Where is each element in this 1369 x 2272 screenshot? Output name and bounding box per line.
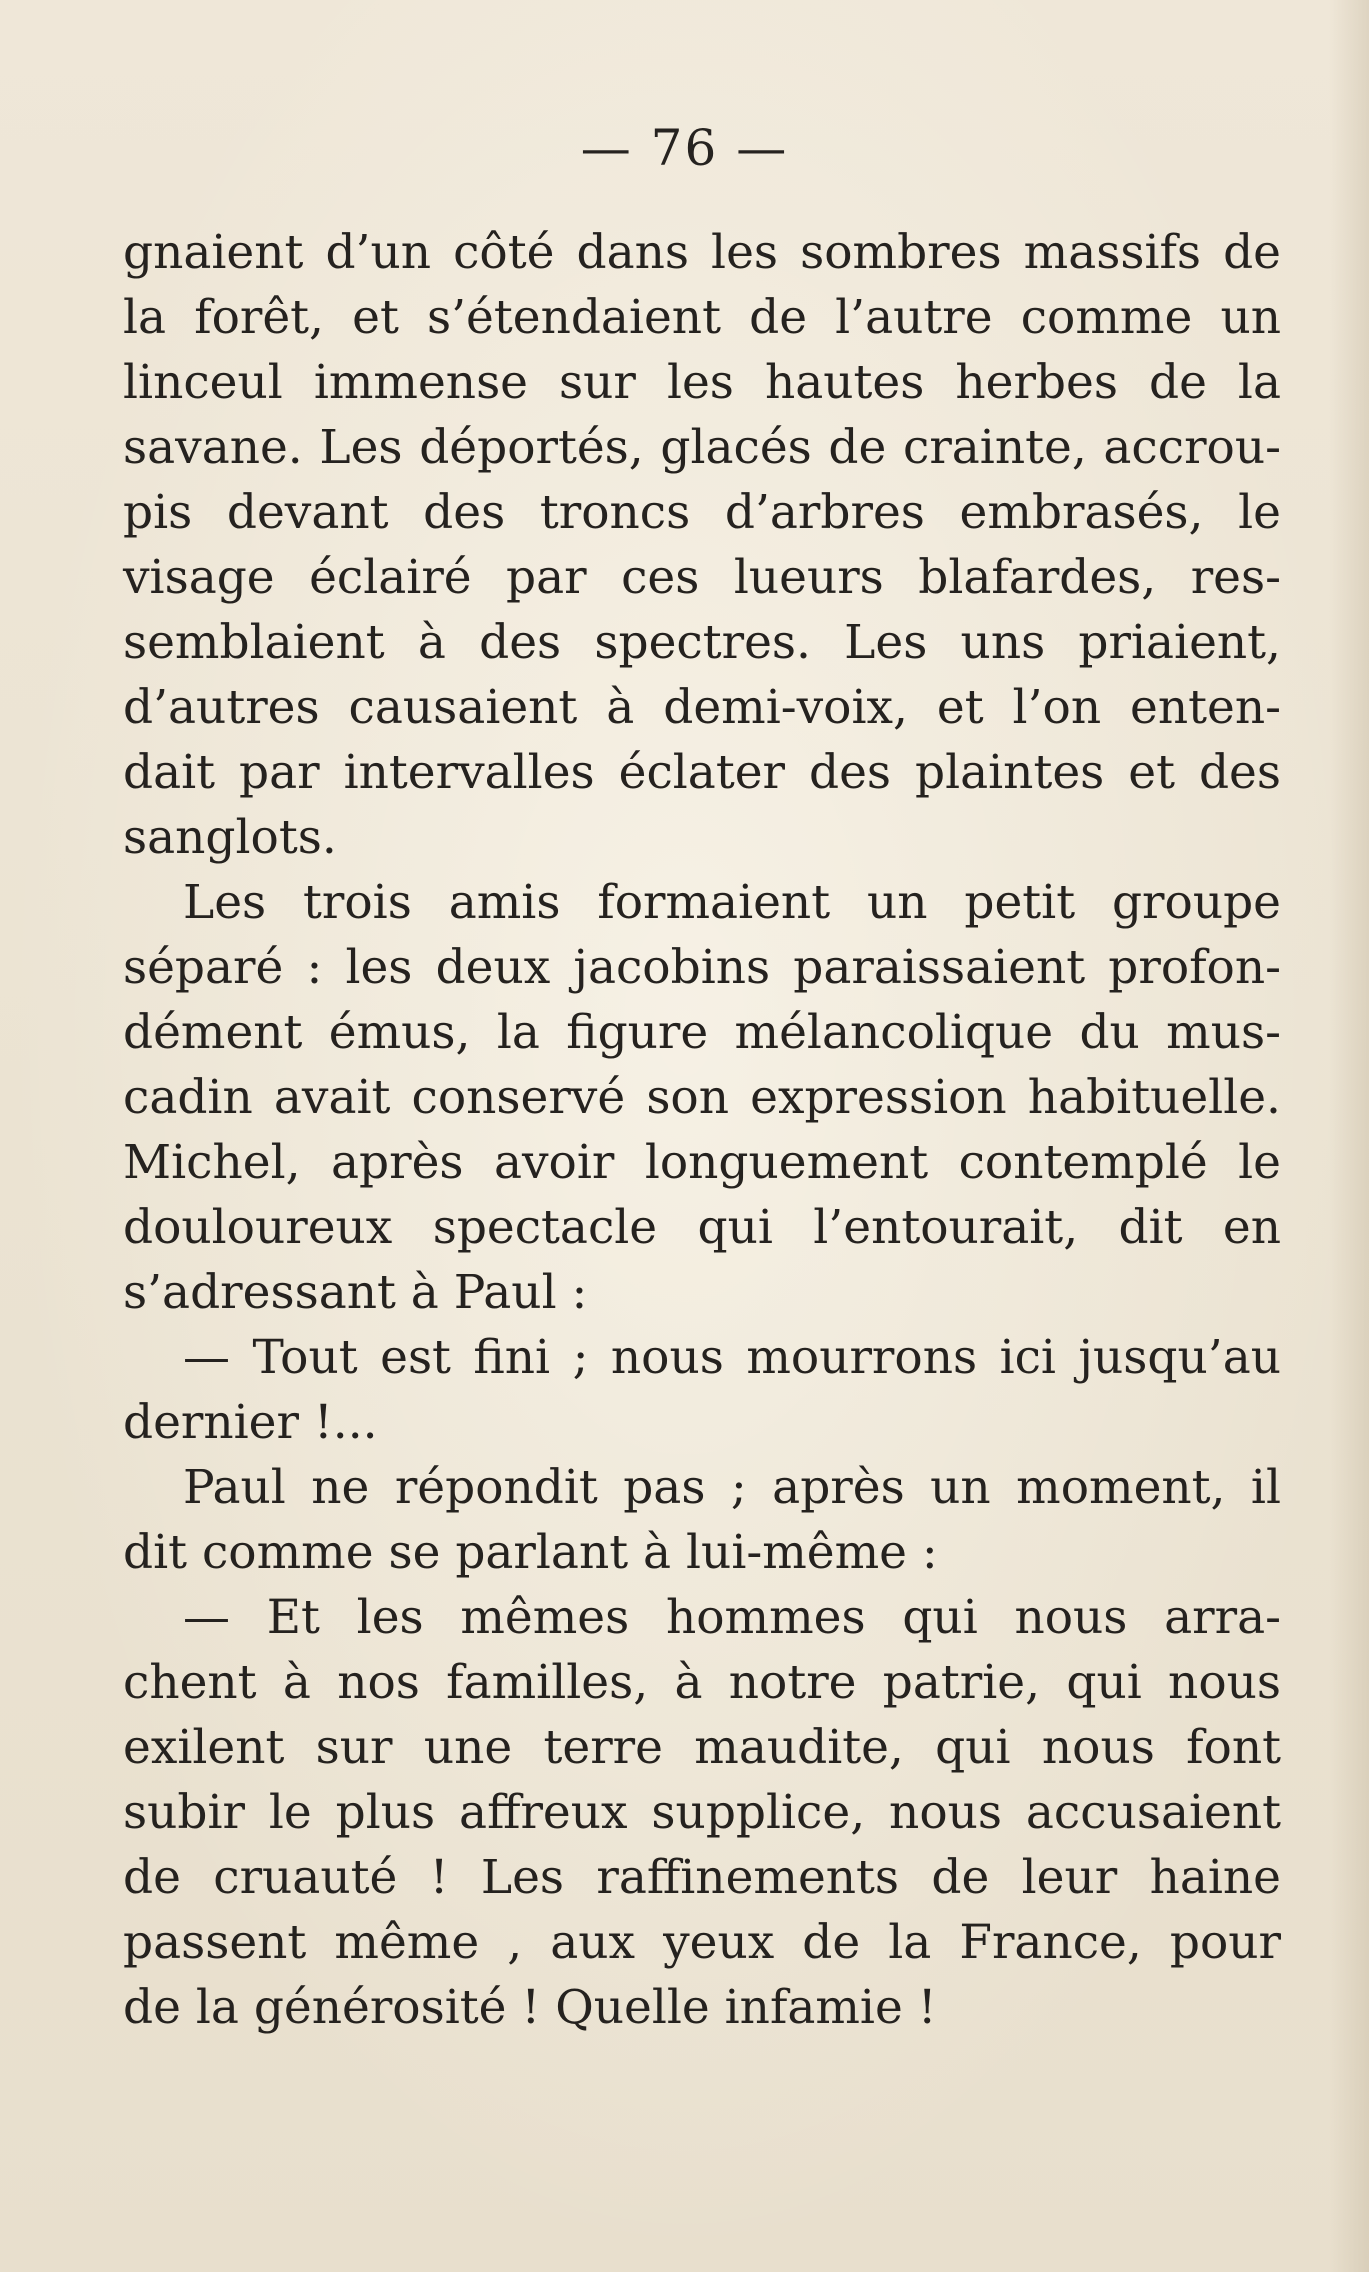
text-line: dit comme se parlant à lui-même : (123, 1525, 938, 1580)
text-line: cadin avait conservé son expression habituelle. (123, 1070, 1281, 1125)
text-line: douloureux spectacle qui l’entourait, dit en (123, 1200, 1281, 1255)
text-line: — Tout est fini ; nous mourrons ici jusqu’au (183, 1330, 1281, 1385)
text-line: Paul ne répondit pas ; après un moment, il (183, 1460, 1281, 1515)
text-line: passent même , aux yeux de la France, pour (123, 1915, 1281, 1970)
text-line: linceul immense sur les hautes herbes de la (123, 355, 1281, 410)
text-line: Michel, après avoir longuement contemplé le (123, 1135, 1281, 1190)
text-line: visage éclairé par ces lueurs blafardes, res- (123, 550, 1281, 605)
text-line: séparé : les deux jacobins paraissaient profon- (123, 940, 1281, 995)
text-line: gnaient d’un côté dans les sombres massifs de (123, 225, 1281, 280)
text-line: dément émus, la figure mélancolique du mus- (123, 1005, 1281, 1060)
page-number: — 76 — (580, 119, 789, 177)
text-line: chent à nos familles, à notre patrie, qui nous (123, 1655, 1281, 1710)
text-line: dait par intervalles éclater des plaintes et des (123, 745, 1281, 800)
text-line: dernier !... (123, 1395, 378, 1450)
text-line: — Et les mêmes hommes qui nous arra- (183, 1590, 1281, 1645)
text-line: de cruauté ! Les raffinements de leur haine (123, 1850, 1281, 1905)
text-line: subir le plus affreux supplice, nous accusaient (123, 1785, 1281, 1840)
body-text (123, 220, 1281, 2040)
text-line: la forêt, et s’étendaient de l’autre comme un (123, 290, 1281, 345)
text-line: pis devant des troncs d’arbres embrasés, le (123, 485, 1281, 540)
text-line: s’adressant à Paul : (123, 1265, 588, 1320)
text-line: de la générosité ! Quelle infamie ! (123, 1980, 937, 2035)
text-line: savane. Les déportés, glacés de crainte, accrou- (123, 420, 1281, 475)
text-line: d’autres causaient à demi-voix, et l’on enten- (123, 680, 1281, 735)
text-line: exilent sur une terre maudite, qui nous font (123, 1720, 1281, 1775)
text-line: semblaient à des spectres. Les uns priaient, (123, 615, 1281, 670)
text-line: Les trois amis formaient un petit groupe (183, 875, 1281, 930)
text-line: sanglots. (123, 810, 337, 865)
